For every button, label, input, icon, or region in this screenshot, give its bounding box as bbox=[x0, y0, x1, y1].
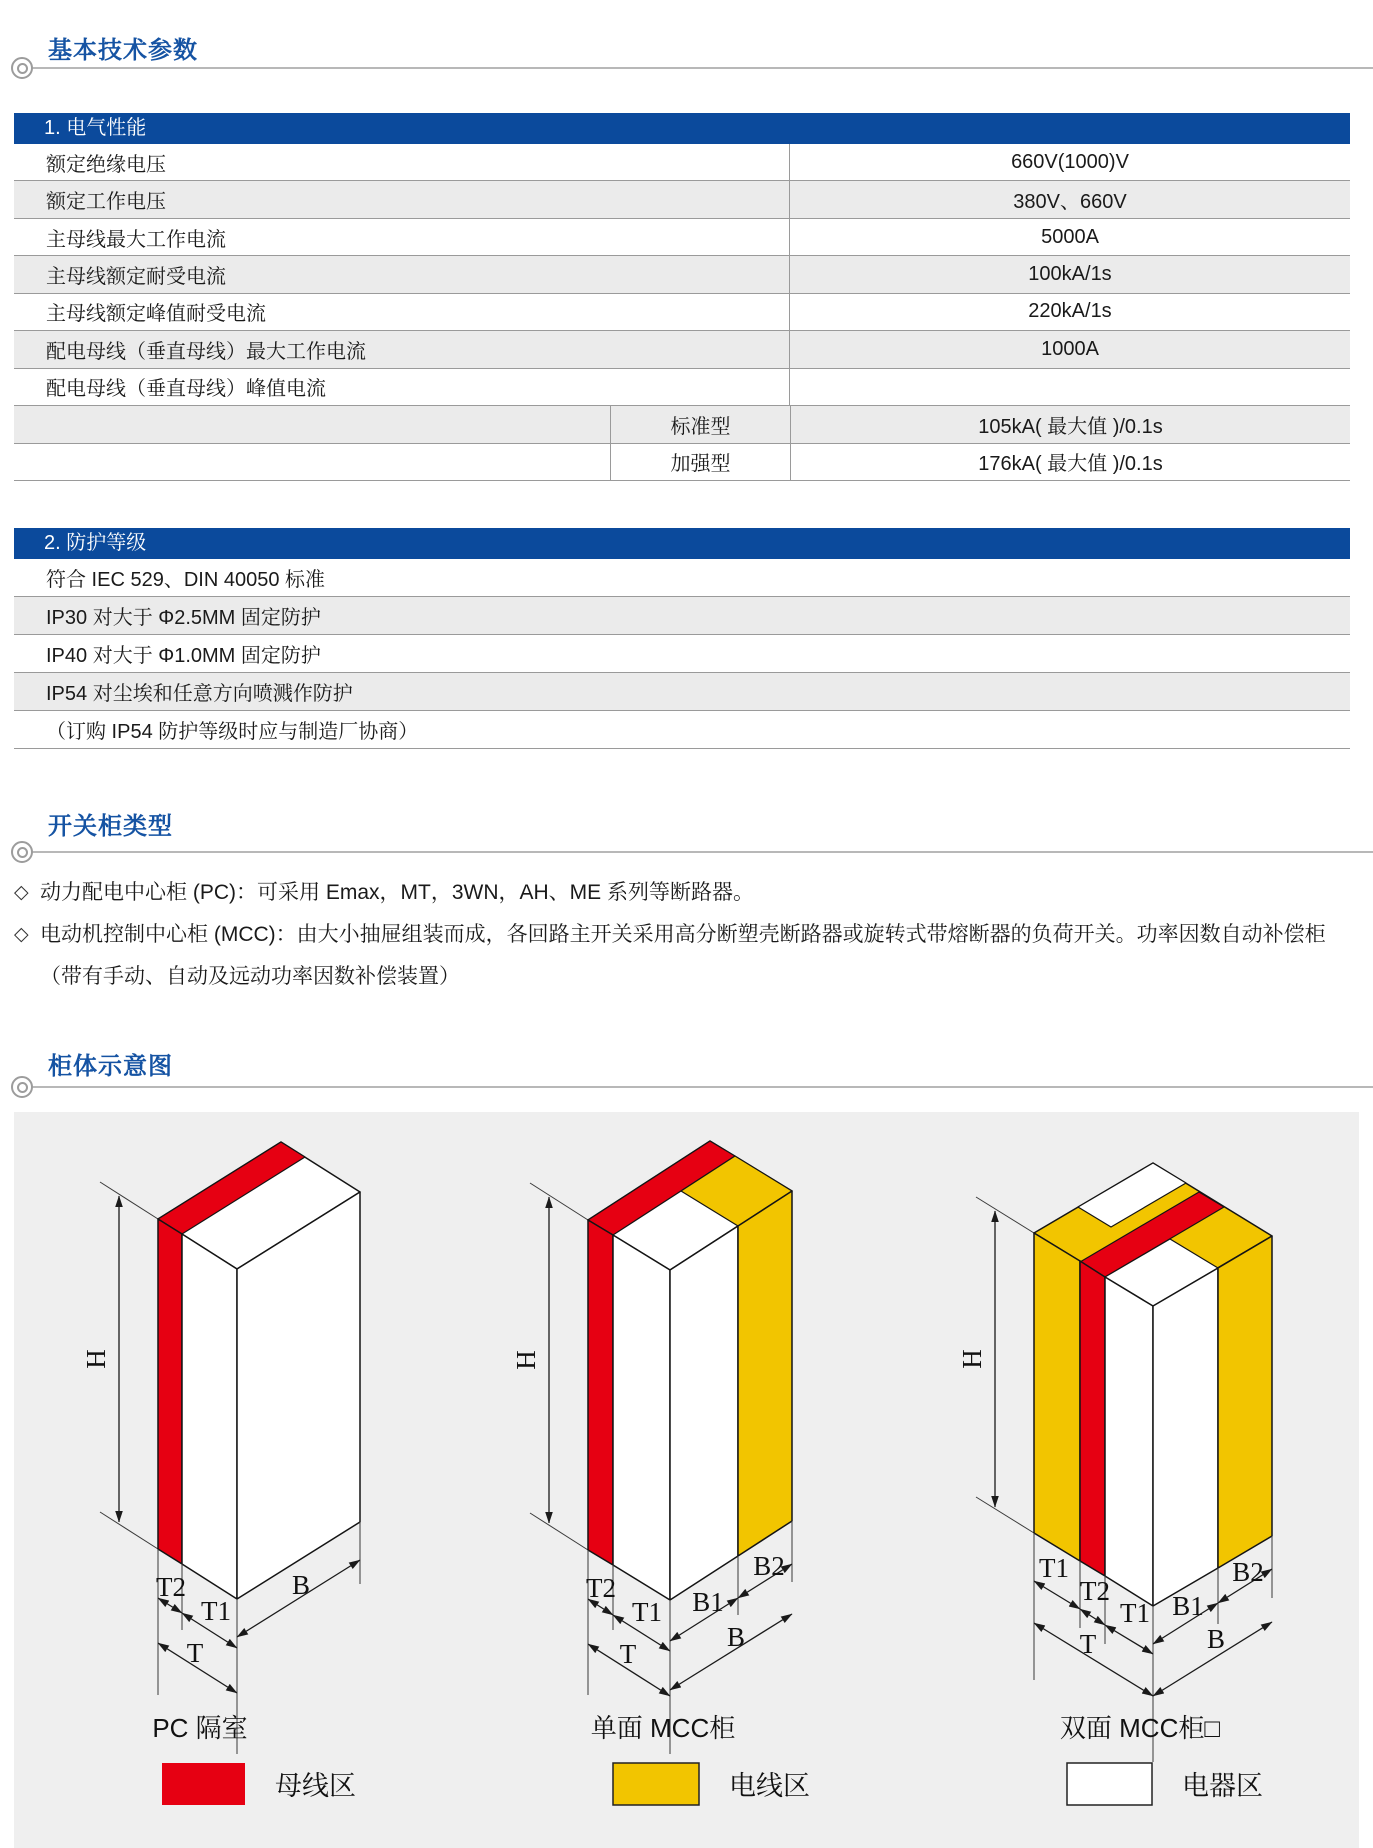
legend-label: 母线区 bbox=[275, 1771, 356, 1801]
row-spacer bbox=[14, 444, 610, 480]
ring-icon bbox=[11, 1076, 33, 1098]
row-spacer bbox=[14, 406, 610, 442]
legend-swatch-busbar bbox=[162, 1763, 245, 1805]
dim-label-t1: T1 bbox=[632, 1597, 662, 1627]
list-item-text: 动力配电中心柜 (PC)：可采用 Emax，MT，3WN，AH、ME 系列等断路器。 bbox=[40, 881, 754, 904]
dim-label-h: H bbox=[511, 1350, 541, 1370]
row-label: 主母线最大工作电流 bbox=[46, 228, 226, 251]
row-value: 176kA( 最大值 )/0.1s bbox=[790, 444, 1350, 480]
list-item-text: 电动机控制中心柜 (MCC)：由大小抽屉组装而成，各回路主开关采用高分断塑壳断路器或旋转式带熔断器的负荷开关。功率因数自动补偿柜（带有手动、自动及远动功率因数补偿装置） bbox=[40, 923, 1326, 988]
row-type: 标准型 bbox=[610, 406, 790, 442]
row-value: 105kA( 最大值 )/0.1s bbox=[790, 406, 1350, 442]
table-row bbox=[14, 256, 1350, 293]
diamond-bullet-icon: ◇ bbox=[14, 882, 29, 903]
table-row: 符合 IEC 529、DIN 40050 标准 bbox=[14, 559, 1350, 597]
protection-degree-table bbox=[14, 528, 1350, 749]
legend-label: 电线区 bbox=[729, 1771, 810, 1801]
section-title-basic-params: 基本技术参数 bbox=[48, 37, 198, 64]
ring-icon bbox=[11, 841, 33, 863]
row-label: 额定工作电压 bbox=[46, 191, 166, 214]
table-row bbox=[14, 369, 1350, 406]
ring-icon bbox=[11, 57, 33, 79]
cabinet-caption: PC 隔室 bbox=[152, 1713, 248, 1743]
single-mcc-cabinet-diagram bbox=[511, 1141, 810, 1805]
table-row: IP30 对大于 Φ2.5MM 固定防护 bbox=[14, 597, 1350, 635]
row-value: 220kA/1s bbox=[789, 294, 1350, 330]
dim-label-h: H bbox=[81, 1349, 111, 1369]
table-header: 1. 电气性能 bbox=[14, 113, 1350, 144]
legend-swatch-equipment bbox=[1067, 1763, 1152, 1805]
cabinet-diagram-panel bbox=[14, 1112, 1359, 1848]
row-label: 额定绝缘电压 bbox=[46, 153, 166, 176]
row-type: 加强型 bbox=[610, 444, 790, 480]
dim-label-t1: T1 bbox=[1120, 1598, 1150, 1628]
row-label: 主母线额定耐受电流 bbox=[46, 266, 226, 289]
row-value: 660V(1000)V bbox=[789, 144, 1350, 180]
dim-label-b: B bbox=[291, 1570, 311, 1600]
table-row bbox=[14, 331, 1350, 368]
table-row: IP54 对尘埃和任意方向喷溅作防护 bbox=[14, 673, 1350, 711]
list-item bbox=[14, 914, 1344, 998]
section-title-switchgear-types: 开关柜类型 bbox=[48, 813, 173, 840]
switchgear-type-list bbox=[14, 872, 1344, 998]
dim-label-t1: T1 bbox=[1039, 1553, 1069, 1583]
electrical-performance-table bbox=[14, 113, 1350, 481]
dim-label-t: T bbox=[1079, 1629, 1097, 1659]
dim-label-h: H bbox=[957, 1349, 987, 1369]
dim-label-b1: B1 bbox=[1172, 1591, 1204, 1621]
dim-label-b1: B1 bbox=[692, 1587, 724, 1617]
section-title-cabinet-diagram: 柜体示意图 bbox=[48, 1053, 173, 1080]
double-mcc-cabinet-diagram bbox=[957, 1163, 1272, 1805]
section-divider bbox=[30, 1086, 1373, 1088]
dim-label-b2: B2 bbox=[753, 1551, 785, 1581]
table-row: （订购 IP54 防护等级时应与制造厂协商） bbox=[14, 711, 1350, 749]
row-label: 配电母线（垂直母线）最大工作电流 bbox=[46, 340, 366, 363]
section-divider bbox=[30, 851, 1373, 853]
dim-label-t2: T2 bbox=[1080, 1576, 1110, 1606]
list-item bbox=[14, 872, 1344, 914]
row-value: 100kA/1s bbox=[789, 256, 1350, 292]
row-value: 5000A bbox=[789, 219, 1350, 255]
table-row: IP40 对大于 Φ1.0MM 固定防护 bbox=[14, 635, 1350, 673]
row-value: 1000A bbox=[789, 331, 1350, 367]
row-value: 380V、660V bbox=[789, 181, 1350, 217]
dim-label-t2: T2 bbox=[156, 1572, 186, 1602]
legend-swatch-wire bbox=[613, 1763, 699, 1805]
cabinet-caption: 单面 MCC柜 bbox=[590, 1713, 736, 1743]
row-label: 主母线额定峰值耐受电流 bbox=[46, 303, 266, 326]
section-divider bbox=[30, 67, 1373, 69]
dim-label-t2: T2 bbox=[586, 1573, 616, 1603]
table-header: 2. 防护等级 bbox=[14, 528, 1350, 559]
table-row bbox=[14, 144, 1350, 181]
table-subrow bbox=[14, 444, 1350, 481]
dim-label-t1: T1 bbox=[201, 1596, 231, 1626]
pc-cabinet-diagram bbox=[81, 1142, 360, 1805]
dim-label-b2: B2 bbox=[1232, 1557, 1264, 1587]
row-value bbox=[789, 369, 1350, 405]
table-subrow bbox=[14, 406, 1350, 443]
cabinet-diagram-svg bbox=[14, 1112, 1359, 1848]
diamond-bullet-icon: ◇ bbox=[14, 924, 29, 945]
row-label: 配电母线（垂直母线）峰值电流 bbox=[46, 378, 326, 401]
dim-label-b: B bbox=[1206, 1624, 1226, 1654]
dim-label-b: B bbox=[726, 1622, 746, 1652]
legend-label: 电器区 bbox=[1182, 1771, 1263, 1801]
dim-label-t: T bbox=[619, 1639, 637, 1669]
table-row bbox=[14, 294, 1350, 331]
cabinet-caption: 双面 MCC柜□ bbox=[1059, 1713, 1221, 1743]
table-row bbox=[14, 181, 1350, 218]
table-row bbox=[14, 219, 1350, 256]
dim-label-t: T bbox=[186, 1638, 204, 1668]
